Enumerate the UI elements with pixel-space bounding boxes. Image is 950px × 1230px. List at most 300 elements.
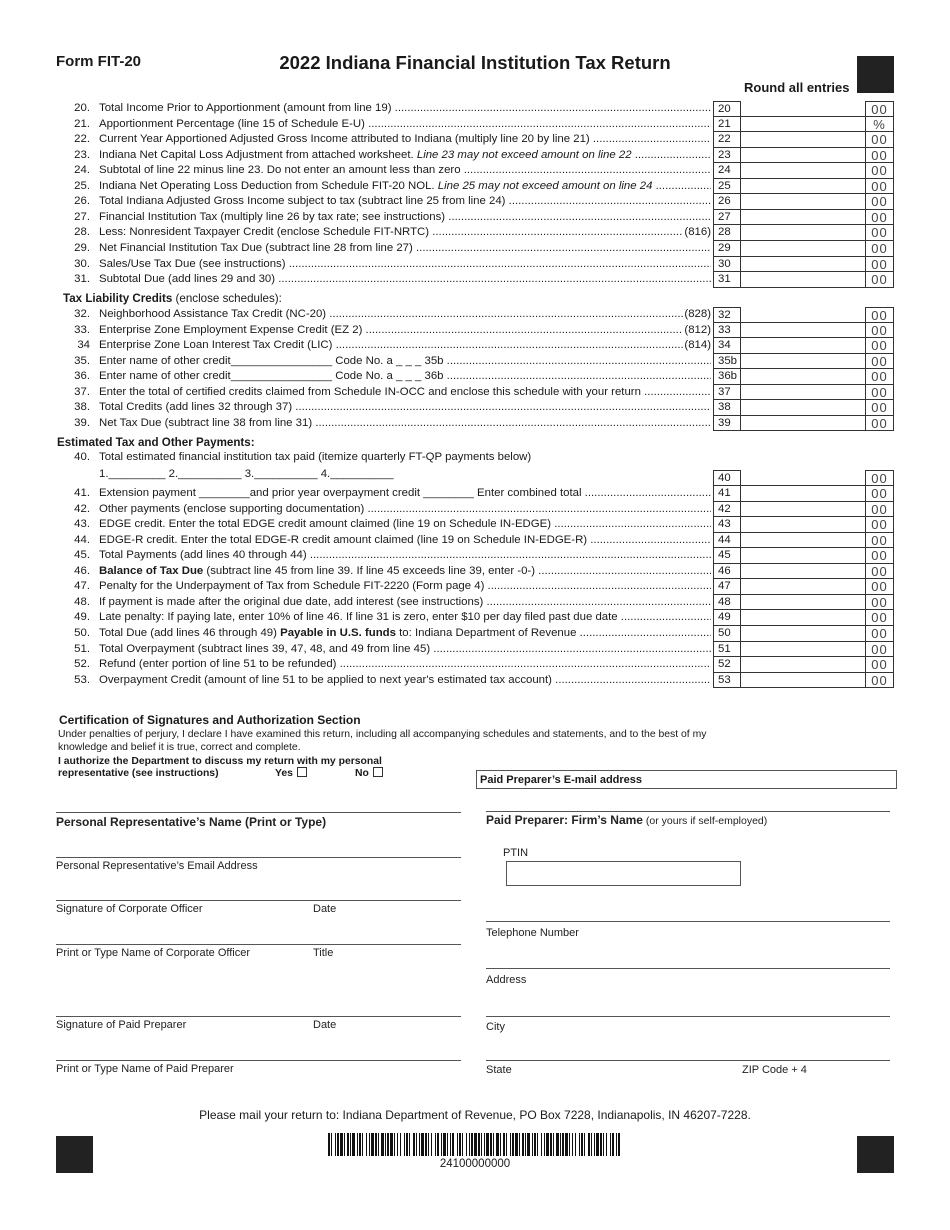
address-label: Address <box>486 974 527 986</box>
line-number: 50. <box>74 626 90 639</box>
cents-field[interactable]: 00 <box>865 470 894 486</box>
state-zip-line[interactable] <box>486 1060 890 1061</box>
barcode-bar <box>612 1133 614 1156</box>
amount-field[interactable] <box>741 385 865 401</box>
line-27 <box>0 210 950 226</box>
line-box-number: 27 <box>713 210 741 226</box>
line-24 <box>0 163 950 179</box>
amount-field[interactable] <box>741 470 865 486</box>
barcode-bar <box>506 1133 507 1156</box>
state-label: State <box>486 1064 512 1076</box>
barcode-bar <box>344 1133 345 1156</box>
line-number: 25. <box>74 179 90 192</box>
line-49 <box>0 610 950 626</box>
line-code: (828) <box>683 307 711 323</box>
line-description: Refund (enter portion of line 51 to be refunded) ..... <box>99 657 711 673</box>
barcode-bar <box>397 1133 398 1156</box>
line-number: 22. <box>74 133 90 146</box>
line-box-number: 38 <box>713 400 741 416</box>
officer-signature-line[interactable] <box>56 900 461 901</box>
line-description: Apportionment Percentage (line 15 of Schedule E-U) ..... <box>99 117 711 133</box>
cents-field[interactable]: 00 <box>865 323 894 339</box>
barcode-bar <box>394 1133 395 1156</box>
line-description: EDGE credit. Enter the total EDGE credit amount claimed (line 19 on Schedule IN-EDGE) ..... <box>99 517 711 533</box>
barcode-bar <box>616 1133 617 1156</box>
barcode-bar <box>560 1133 561 1156</box>
amount-field[interactable] <box>741 486 865 502</box>
line-number: 39. <box>74 416 90 429</box>
amount-field[interactable] <box>741 626 865 642</box>
line-box-number: 32 <box>713 307 741 323</box>
amount-field[interactable] <box>741 502 865 518</box>
barcode-bar <box>381 1133 384 1156</box>
cents-field[interactable]: 00 <box>865 369 894 385</box>
amount-field[interactable] <box>741 194 865 210</box>
cents-field[interactable]: 00 <box>865 502 894 518</box>
estimated-payments-heading: Estimated Tax and Other Payments: <box>57 436 255 449</box>
line-26 <box>0 194 950 210</box>
preparer-signature-line[interactable] <box>56 1016 461 1017</box>
firm-name-label: Paid Preparer: Firm’s Name (or yours if self-employed) <box>486 813 768 827</box>
barcode-bar <box>490 1133 492 1156</box>
barcode-bar <box>603 1133 604 1156</box>
line-description: Enter the total of certified credits claimed from Schedule IN-OCC and enclose this schedule with your return ..... <box>99 385 711 401</box>
barcode-bar <box>331 1133 332 1156</box>
quarterly-payments[interactable]: 1._________ 2.__________ 3.__________ 4.__________ <box>99 468 394 480</box>
line-number: 47. <box>74 580 90 593</box>
cents-field[interactable]: 00 <box>865 673 894 689</box>
form-id: Form FIT-20 <box>56 53 142 70</box>
barcode-bar <box>544 1133 545 1156</box>
line-number: 28. <box>74 226 90 239</box>
line-description: Indiana Net Operating Loss Deduction from Schedule FIT-20 NOL. Line 25 may not exceed amount on line 24 ..... <box>99 179 711 195</box>
officer-title-label: Title <box>313 947 334 959</box>
line-52 <box>0 657 950 673</box>
amount-field[interactable] <box>741 533 865 549</box>
barcode-bar <box>425 1133 427 1156</box>
line-box-number: 26 <box>713 194 741 210</box>
address-line[interactable] <box>486 968 890 969</box>
line-35b <box>0 354 950 370</box>
line-20 <box>0 101 950 117</box>
amount-field[interactable] <box>741 579 865 595</box>
cents-field[interactable]: 00 <box>865 400 894 416</box>
line-box-number: 42 <box>713 502 741 518</box>
line-51 <box>0 642 950 658</box>
rep-email-line[interactable] <box>56 857 461 858</box>
line-code: (816) <box>683 225 711 241</box>
line-description: Enterprise Zone Employment Expense Credit (EZ 2) ..... <box>99 323 711 339</box>
cents-field[interactable]: 00 <box>865 354 894 370</box>
amount-field[interactable] <box>741 323 865 339</box>
line-box-number: 46 <box>713 564 741 580</box>
line-number: 45. <box>74 549 90 562</box>
line-40 <box>0 470 950 486</box>
line-46 <box>0 564 950 580</box>
cents-field[interactable]: 00 <box>865 148 894 164</box>
barcode-bar <box>452 1133 454 1156</box>
form-title: 2022 Indiana Financial Institution Tax Return <box>279 52 671 73</box>
barcode-bar <box>553 1133 554 1156</box>
barcode-bar <box>569 1133 570 1156</box>
line-23 <box>0 148 950 164</box>
line-50 <box>0 626 950 642</box>
barcode-bar <box>575 1133 576 1156</box>
line-description: Current Year Apportioned Adjusted Gross Income attributed to Indiana (multiply line 20 by line 21) ..... <box>99 132 711 148</box>
line-number: 21. <box>74 117 90 130</box>
amount-field[interactable] <box>741 338 865 354</box>
barcode-bar <box>347 1133 349 1156</box>
line-description: Total Credits (add lines 32 through 37) ..... <box>99 400 711 416</box>
rep-email-label: Personal Representative’s Email Address <box>56 860 258 872</box>
line-box-number: 45 <box>713 548 741 564</box>
barcode-bar <box>512 1133 514 1156</box>
line-number: 51. <box>74 642 90 655</box>
line-number: 43. <box>74 518 90 531</box>
preparer-email-field[interactable]: Paid Preparer’s E-mail address <box>476 770 897 789</box>
officer-date-label: Date <box>313 903 337 915</box>
amount-field[interactable] <box>741 272 865 288</box>
line-45 <box>0 548 950 564</box>
line-box-number: 51 <box>713 642 741 658</box>
line-number: 53. <box>74 673 90 686</box>
barcode-bar <box>419 1133 420 1156</box>
tax-credits-heading: Tax Liability Credits (enclose schedules): <box>63 292 282 305</box>
certification-title: Certification of Signatures and Authorization Section <box>59 713 361 727</box>
amount-field[interactable] <box>741 517 865 533</box>
line-description: Net Financial Institution Tax Due (subtract line 28 from line 27) ..... <box>99 241 711 257</box>
line-53 <box>0 673 950 689</box>
barcode-bar <box>428 1133 429 1156</box>
preparer-date-label: Date <box>313 1019 337 1031</box>
mailing-instructions: Please mail your return to: Indiana Department of Revenue, PO Box 7228, Indianapolis, IN 46207-7228. <box>199 1108 751 1122</box>
amount-field[interactable] <box>741 241 865 257</box>
amount-field[interactable] <box>741 225 865 241</box>
line-box-number: 43 <box>713 517 741 533</box>
barcode-bar <box>525 1133 526 1156</box>
barcode-bar <box>404 1133 405 1156</box>
barcode-image <box>328 1133 620 1156</box>
line-number: 36. <box>74 370 90 383</box>
barcode-bar <box>591 1133 592 1156</box>
line-description: Penalty for the Underpayment of Tax from Schedule FIT-2220 (Form page 4) ..... <box>99 579 711 595</box>
rep-name-line[interactable] <box>56 812 461 813</box>
line-number: 46. <box>74 564 90 577</box>
line-number: 31. <box>74 273 90 286</box>
line-number: 35. <box>74 354 90 367</box>
line-box-number: 37 <box>713 385 741 401</box>
barcode-bar <box>337 1133 339 1156</box>
cents-field[interactable]: 00 <box>865 416 894 432</box>
line-box-number: 28 <box>713 225 741 241</box>
line-number: 48. <box>74 595 90 608</box>
line-description: Total Indiana Adjusted Gross Income subject to tax (subtract line 25 from line 24) ..... <box>99 194 711 210</box>
amount-field[interactable] <box>741 179 865 195</box>
line-39 <box>0 416 950 432</box>
city-line[interactable] <box>486 1016 890 1017</box>
line-description: Total Income Prior to Apportionment (amount from line 19) ..... <box>99 101 711 117</box>
barcode-bar <box>371 1133 374 1156</box>
yes-label: Yes <box>275 768 293 779</box>
barcode-bar <box>471 1133 473 1156</box>
line-36b <box>0 369 950 385</box>
line-34 <box>0 338 950 354</box>
barcode-bar <box>522 1133 524 1156</box>
firm-name-line[interactable] <box>486 811 890 812</box>
barcode-bar <box>447 1133 448 1156</box>
no-checkbox[interactable] <box>373 767 383 777</box>
line-description: Total Due (add lines 46 through 49) Payable in U.S. funds to: Indiana Department of Revenue ..... <box>99 626 711 642</box>
amount-field[interactable] <box>741 163 865 179</box>
line-box-number: 40 <box>713 470 741 486</box>
amount-field[interactable] <box>741 416 865 432</box>
barcode-bar <box>352 1133 355 1156</box>
barcode-bar <box>357 1133 358 1156</box>
cents-field[interactable]: 00 <box>865 241 894 257</box>
barcode-bar <box>435 1133 436 1156</box>
line-box-number: 41 <box>713 486 741 502</box>
cents-field[interactable]: 00 <box>865 225 894 241</box>
phone-label: Telephone Number <box>486 927 579 939</box>
amount-field[interactable] <box>741 101 865 117</box>
line-box-number: 35b <box>713 354 741 370</box>
barcode-bar <box>416 1133 417 1156</box>
barcode-bar <box>328 1133 330 1156</box>
barcode-bar <box>519 1133 520 1156</box>
line-description: Enter name of other credit________________ Code No. a _ _ _ 36b ..... <box>99 369 711 385</box>
preparer-name-label: Print or Type Name of Paid Preparer <box>56 1063 234 1075</box>
cents-field[interactable]: 00 <box>865 626 894 642</box>
amount-field[interactable] <box>741 610 865 626</box>
amount-field[interactable] <box>741 673 865 689</box>
cents-field[interactable]: 00 <box>865 548 894 564</box>
line-22 <box>0 132 950 148</box>
officer-name-label: Print or Type Name of Corporate Officer <box>56 947 251 959</box>
line-40-intro: 40. Total estimated financial institution tax paid (itemize quarterly FT-QP payments below) <box>74 451 532 463</box>
barcode-bar <box>584 1133 585 1156</box>
preparer-name-line[interactable] <box>56 1060 461 1061</box>
yes-checkbox[interactable] <box>297 767 307 777</box>
amount-field[interactable] <box>741 148 865 164</box>
barcode-bar <box>390 1133 393 1156</box>
barcode-bar <box>421 1133 424 1156</box>
line-box-number: 22 <box>713 132 741 148</box>
cents-field[interactable]: % <box>865 117 894 133</box>
cents-field[interactable]: 00 <box>865 132 894 148</box>
line-32 <box>0 307 950 323</box>
line-number: 29. <box>74 241 90 254</box>
line-37 <box>0 385 950 401</box>
barcode-bar <box>466 1133 467 1156</box>
certification-text: Under penalties of perjury, I declare I have examined this return, including all accompanying schedules and statements, and to the best of my knowledge and belief it is true, correct and complete. <box>58 729 707 753</box>
amount-field[interactable] <box>741 548 865 564</box>
barcode-bar <box>541 1133 542 1156</box>
line-48 <box>0 595 950 611</box>
barcode-bar <box>486 1133 489 1156</box>
line-number: 49. <box>74 611 90 624</box>
line-box-number: 21 <box>713 117 741 133</box>
line-description: If payment is made after the original due date, add interest (see instructions) ..... <box>99 595 711 611</box>
amount-field[interactable] <box>741 132 865 148</box>
amount-field[interactable] <box>741 564 865 580</box>
barcode-bar <box>496 1133 499 1156</box>
cents-field[interactable]: 00 <box>865 210 894 226</box>
line-number: 52. <box>74 658 90 671</box>
line-description: Subtotal Due (add lines 29 and 30) ..... <box>99 272 711 288</box>
rep-name-label: Personal Representative’s Name (Print or Type) <box>56 815 327 829</box>
line-box-number: 52 <box>713 657 741 673</box>
line-box-number: 29 <box>713 241 741 257</box>
line-28 <box>0 225 950 241</box>
barcode-bar <box>493 1133 494 1156</box>
cents-field[interactable]: 00 <box>865 194 894 210</box>
barcode-bar <box>474 1133 477 1156</box>
amount-field[interactable] <box>741 400 865 416</box>
line-description: Net Tax Due (subtract line 38 from line 31) ..... <box>99 416 711 432</box>
barcode-bar <box>350 1133 351 1156</box>
cents-field[interactable]: 00 <box>865 101 894 117</box>
line-box-number: 33 <box>713 323 741 339</box>
line-box-number: 23 <box>713 148 741 164</box>
barcode-bar <box>375 1133 377 1156</box>
amount-field[interactable] <box>741 642 865 658</box>
cents-field[interactable]: 00 <box>865 385 894 401</box>
amount-field[interactable] <box>741 595 865 611</box>
barcode-bar <box>369 1133 370 1156</box>
line-44 <box>0 533 950 549</box>
barcode-bar <box>596 1133 599 1156</box>
barcode-bar <box>441 1133 442 1156</box>
line-box-number: 30 <box>713 257 741 273</box>
line-30 <box>0 257 950 273</box>
line-description: Total Payments (add lines 40 through 44) ..... <box>99 548 711 564</box>
officer-name-line[interactable] <box>56 944 461 945</box>
line-number: 30. <box>74 257 90 270</box>
line-code: (814) <box>683 338 711 354</box>
line-number: 34 <box>77 339 90 352</box>
barcode-bar <box>469 1133 470 1156</box>
amount-field[interactable] <box>741 657 865 673</box>
barcode-bar <box>565 1133 568 1156</box>
line-number: 44. <box>74 533 90 546</box>
barcode-bar <box>359 1133 361 1156</box>
barcode-bar <box>618 1133 620 1156</box>
cents-field[interactable]: 00 <box>865 257 894 273</box>
barcode-bar <box>459 1133 461 1156</box>
line-42 <box>0 502 950 518</box>
line-description: Indiana Net Capital Loss Adjustment from attached worksheet. Line 23 may not exceed amount on line 22 ..... <box>99 148 711 164</box>
barcode-bar <box>450 1133 451 1156</box>
cents-field[interactable]: 00 <box>865 610 894 626</box>
cents-field[interactable]: 00 <box>865 486 894 502</box>
barcode-bar <box>572 1133 573 1156</box>
amount-field[interactable] <box>741 307 865 323</box>
cents-field[interactable]: 00 <box>865 272 894 288</box>
barcode-bar <box>481 1133 482 1156</box>
barcode-bar <box>606 1133 607 1156</box>
barcode-bar <box>431 1133 432 1156</box>
cents-field[interactable]: 00 <box>865 642 894 658</box>
barcode-bar <box>443 1133 446 1156</box>
line-number: 37. <box>74 385 90 398</box>
barcode-bar <box>409 1133 410 1156</box>
line-description: Subtotal of line 22 minus line 23. Do not enter an amount less than zero ..... <box>99 163 711 179</box>
barcode-bar <box>581 1133 583 1156</box>
line-box-number: 50 <box>713 626 741 642</box>
line-25 <box>0 179 950 195</box>
cents-field[interactable]: 00 <box>865 338 894 354</box>
ptin-label: PTIN <box>503 847 529 859</box>
line-number: 32. <box>74 308 90 320</box>
line-number: 27. <box>74 210 90 223</box>
barcode-bar <box>387 1133 389 1156</box>
line-description: EDGE-R credit. Enter the total EDGE-R credit amount claimed (line 19 on Schedule IN-EDGE-R) ..... <box>99 533 711 549</box>
cents-field[interactable]: 00 <box>865 595 894 611</box>
line-description: Extension payment ________and prior year overpayment credit ________ Enter combined total ..... <box>99 486 711 502</box>
line-description: Overpayment Credit (amount of line 51 to be applied to next year's estimated tax account) ..... <box>99 673 711 689</box>
barcode-bar <box>462 1133 463 1156</box>
line-43 <box>0 517 950 533</box>
barcode-bar <box>527 1133 530 1156</box>
cents-field[interactable]: 00 <box>865 179 894 195</box>
line-29 <box>0 241 950 257</box>
line-number: 38. <box>74 401 90 414</box>
line-description: Balance of Tax Due (subtract line 45 from line 39. If line 45 exceeds line 39, enter -0-) ..... <box>99 564 711 580</box>
line-box-number: 36b <box>713 369 741 385</box>
barcode-bar <box>437 1133 439 1156</box>
amount-field[interactable] <box>741 257 865 273</box>
line-description: Less: Nonresident Taxpayer Credit (enclose Schedule FIT-NRTC) ..... <box>99 225 711 241</box>
line-box-number: 34 <box>713 338 741 354</box>
line-47 <box>0 579 950 595</box>
amount-field[interactable] <box>741 117 865 133</box>
line-description: Late penalty: If paying late, enter 10% of line 46. If line 31 is zero, enter $10 per day filed past due date ..... <box>99 610 711 626</box>
line-box-number: 48 <box>713 595 741 611</box>
cents-field[interactable]: 00 <box>865 163 894 179</box>
cents-field[interactable]: 00 <box>865 517 894 533</box>
line-description: Sales/Use Tax Due (see instructions) ..... <box>99 257 711 273</box>
amount-field[interactable] <box>741 369 865 385</box>
line-description: Neighborhood Assistance Tax Credit (NC-20) ..... <box>99 307 711 323</box>
line-number: 23. <box>74 148 90 161</box>
line-number: 20. <box>74 102 90 114</box>
barcode-bar <box>503 1133 505 1156</box>
barcode-bar <box>500 1133 501 1156</box>
cents-field[interactable]: 00 <box>865 307 894 323</box>
amount-field[interactable] <box>741 210 865 226</box>
barcode-bar <box>534 1133 536 1156</box>
barcode-bar <box>579 1133 580 1156</box>
cents-field[interactable]: 00 <box>865 579 894 595</box>
cents-field[interactable]: 00 <box>865 564 894 580</box>
phone-line[interactable] <box>486 921 890 922</box>
officer-signature-label: Signature of Corporate Officer <box>56 903 203 915</box>
barcode-bar <box>400 1133 401 1156</box>
cents-field[interactable]: 00 <box>865 657 894 673</box>
amount-field[interactable] <box>741 354 865 370</box>
line-box-number: 39 <box>713 416 741 432</box>
line-box-number: 49 <box>713 610 741 626</box>
line-description: Financial Institution Tax (multiply line 26 by tax rate; see instructions) ..... <box>99 210 711 226</box>
line-38 <box>0 400 950 416</box>
ptin-field[interactable] <box>506 861 741 886</box>
barcode-bar <box>610 1133 611 1156</box>
city-label: City <box>486 1021 505 1033</box>
preparer-signature-label: Signature of Paid Preparer <box>56 1019 187 1031</box>
barcode-bar <box>515 1133 518 1156</box>
barcode-bar <box>335 1133 336 1156</box>
cents-field[interactable]: 00 <box>865 533 894 549</box>
